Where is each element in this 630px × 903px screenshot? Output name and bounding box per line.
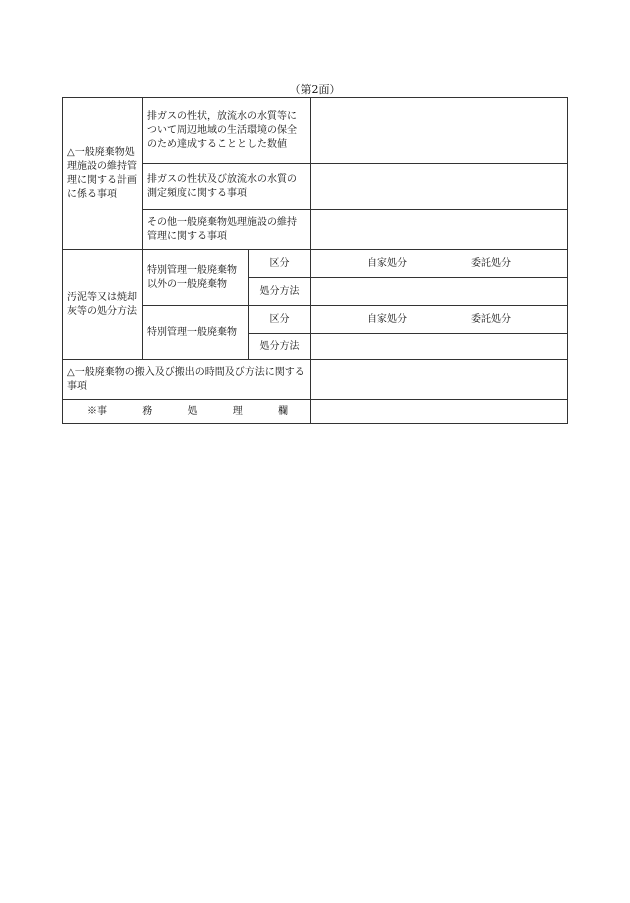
method-label: 処分方法 <box>249 334 311 360</box>
office-use-char: 理 <box>232 405 243 417</box>
office-use-char: 務 <box>142 405 153 417</box>
category-label: 区分 <box>249 306 311 334</box>
self-disposal-option[interactable]: 自家処分 <box>367 313 407 325</box>
maintenance-item-value[interactable] <box>311 210 568 250</box>
transport-label: △一般廃棄物の搬入及び搬出の時間及び方法に関する事項 <box>63 360 311 400</box>
office-use-label <box>63 400 311 424</box>
sludge-heading: 汚泥等又は焼却灰等の処分方法 <box>63 250 143 360</box>
self-disposal-option[interactable]: 自家処分 <box>367 257 407 269</box>
category-options <box>311 306 568 334</box>
category-label: 区分 <box>249 250 311 278</box>
office-use-row <box>63 400 568 424</box>
category-options <box>311 250 568 278</box>
method-value[interactable] <box>311 334 568 360</box>
application-form-table <box>62 97 568 424</box>
office-use-char: ※事 <box>87 405 107 417</box>
maintenance-item-label: 排ガスの性状及び放流水の水質の測定頻度に関する事項 <box>143 164 311 210</box>
transport-value[interactable] <box>311 360 568 400</box>
maintenance-item-value[interactable] <box>311 98 568 164</box>
office-use-char: 欄 <box>278 405 288 417</box>
maintenance-row-1 <box>63 98 568 164</box>
consigned-disposal-option[interactable]: 委託処分 <box>471 313 511 325</box>
maintenance-item-label: 排ガスの性状，放流水の水質等について周辺地域の生活環境の保全のため達成することとした数値 <box>143 98 311 164</box>
office-use-char: 処 <box>187 405 198 417</box>
maintenance-item-label: その他一般廃棄物処理施設の維持管理に関する事項 <box>143 210 311 250</box>
transport-row <box>63 360 568 400</box>
sludge-group-label: 特別管理一般廃棄物 <box>143 306 249 360</box>
method-value[interactable] <box>311 278 568 306</box>
consigned-disposal-option[interactable]: 委託処分 <box>471 257 511 269</box>
page-label: （第2面） <box>289 83 341 96</box>
maintenance-heading: △一般廃棄物処理施設の維持管理に関する計画に係る事項 <box>63 98 143 250</box>
office-use-value <box>311 400 568 424</box>
maintenance-item-value[interactable] <box>311 164 568 210</box>
sludge-row-1 <box>63 250 568 278</box>
method-label: 処分方法 <box>249 278 311 306</box>
sludge-group-label: 特別管理一般廃棄物以外の一般廃棄物 <box>143 250 249 306</box>
